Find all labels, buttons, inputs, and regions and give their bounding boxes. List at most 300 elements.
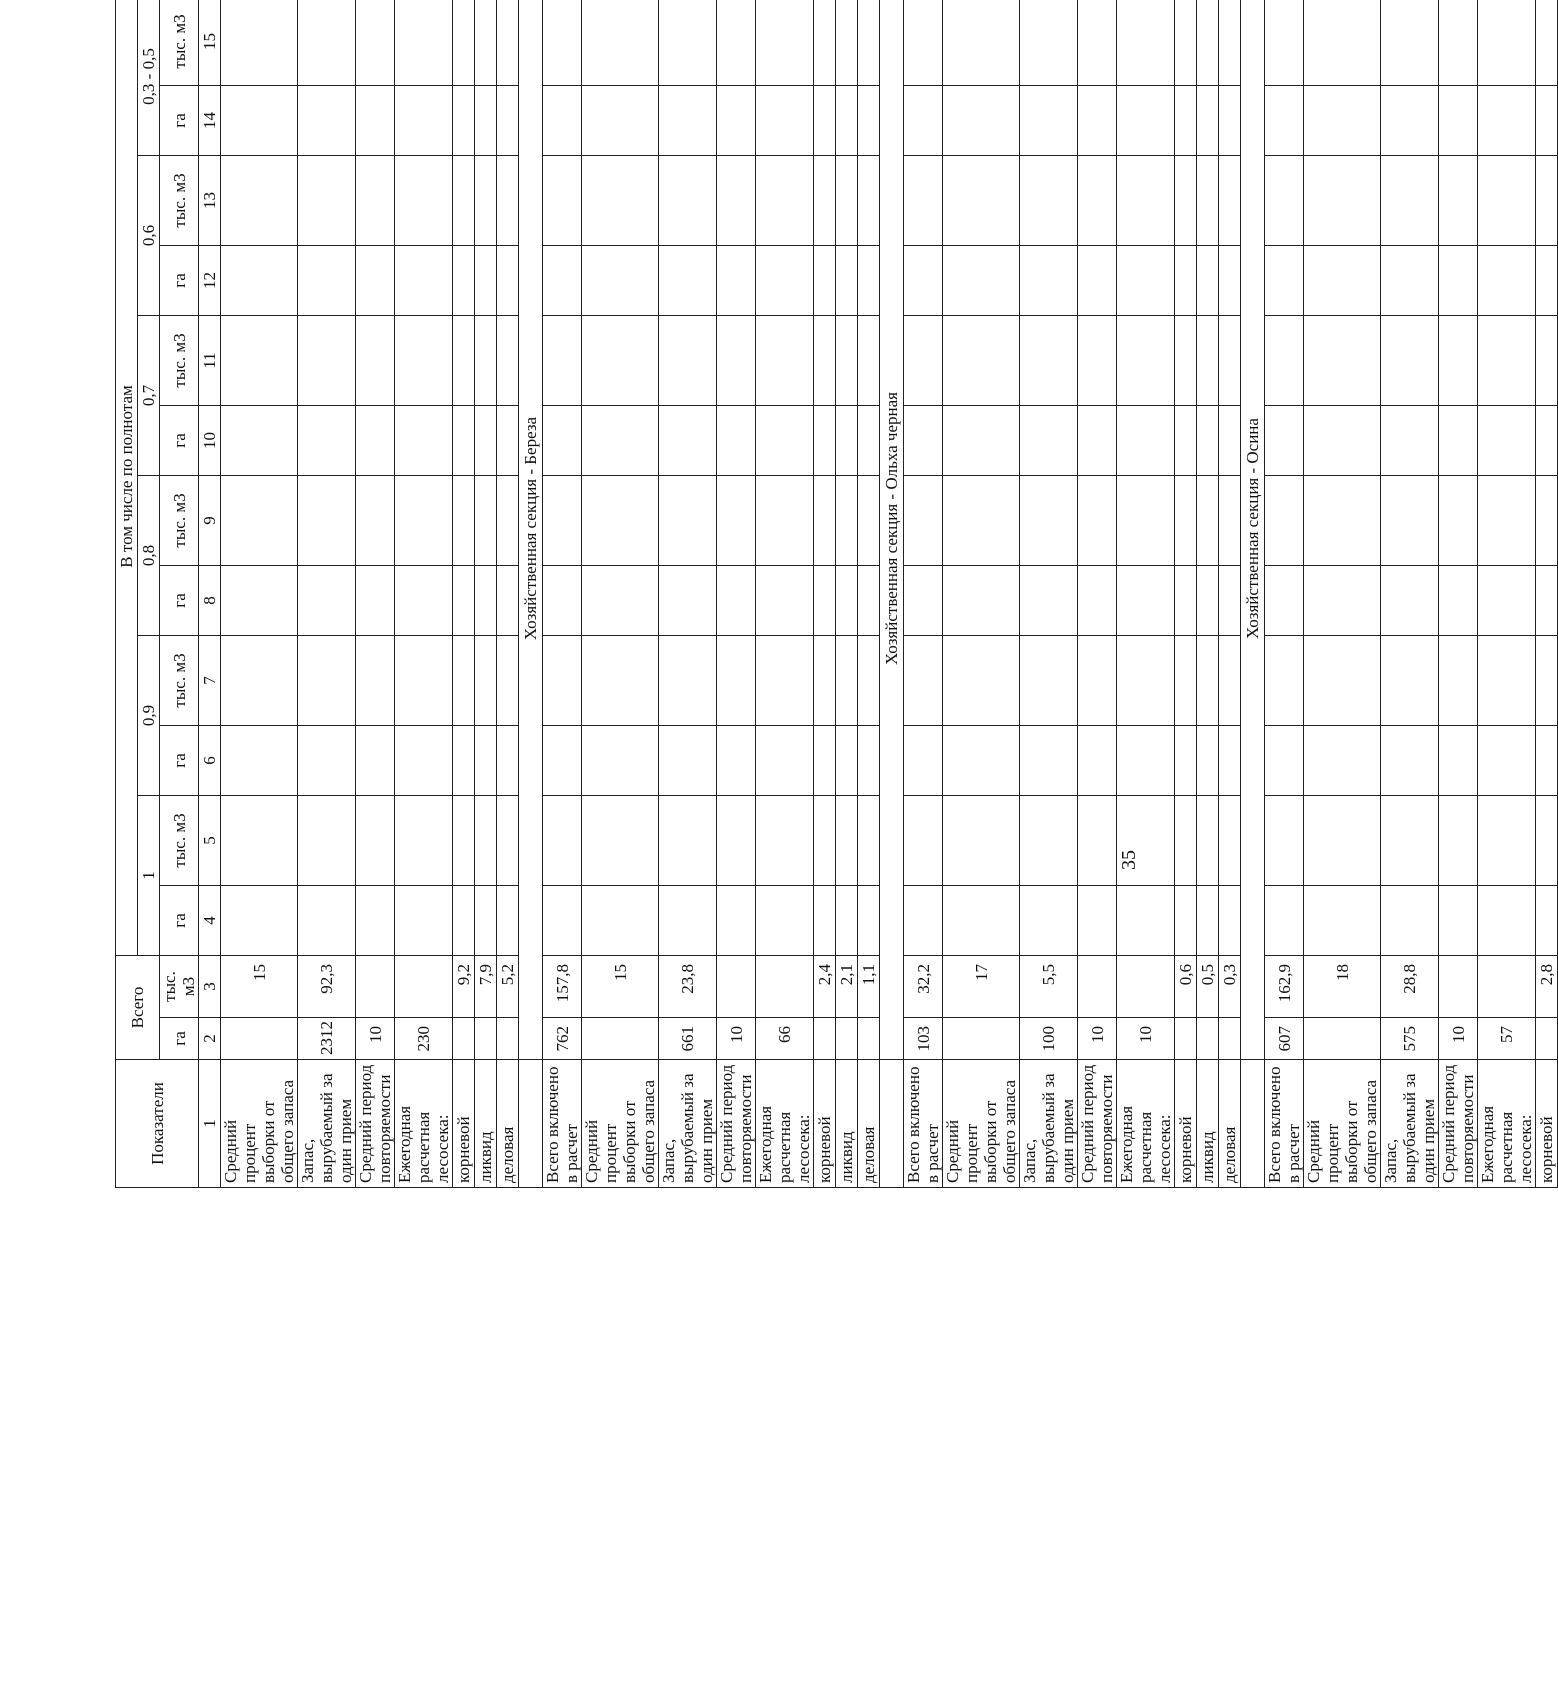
cell-empty [543,796,582,886]
cell-empty [1078,886,1117,956]
cell-empty [943,726,1020,796]
cell-empty [1265,86,1304,156]
unit-m3-header: тыс. м3 [160,156,199,246]
cell-empty [475,636,497,726]
header-indicators: Показатели [116,1060,199,1188]
cell-ha: 762 [543,1018,582,1060]
cell-empty [1078,0,1117,86]
cell-empty [582,0,659,86]
cell-empty [543,566,582,636]
cell-empty [1536,0,1558,86]
row-label: Средний период повторяемости [717,1060,756,1188]
cell-empty [1219,0,1241,86]
cell-empty [475,886,497,956]
cell-empty [1381,726,1439,796]
cell-empty [1219,886,1241,956]
cell-empty [1020,476,1078,566]
column-number: 5 [199,796,221,886]
cell-empty [475,796,497,886]
cell-empty [943,0,1020,86]
cell-empty [943,86,1020,156]
cell-empty [1175,246,1197,316]
cell-empty [395,476,453,566]
cell-empty [356,636,395,726]
cell-empty [1197,476,1219,566]
cell-empty [453,886,475,956]
cell-empty [1197,796,1219,886]
cell-empty [814,156,836,246]
cell-empty [1219,316,1241,406]
table-row [858,0,880,1188]
header-by-density: В том числе по полнотам [116,0,138,956]
cell-empty [1536,566,1558,636]
cell-empty [836,0,858,86]
row-label: Ежегодная расчетная лесосека: [395,1060,453,1188]
cell-empty [1304,796,1381,886]
cell-empty [1020,726,1078,796]
row-label: Всего включено в расчет [904,1060,943,1188]
cell-empty [298,0,356,86]
column-number: 7 [199,636,221,726]
cell-empty [814,0,836,86]
cell-empty [1117,476,1175,566]
cell-empty [904,0,943,86]
cell-empty [582,636,659,726]
cell-m3: 157,8 [543,956,582,1018]
cell-ha: 103 [904,1018,943,1060]
cell-empty [543,886,582,956]
cell-empty [659,566,717,636]
cell-empty [943,316,1020,406]
cell-empty [298,406,356,476]
cell-empty [1078,566,1117,636]
cell-empty [943,796,1020,886]
cell-empty [1197,0,1219,86]
cell-empty [395,726,453,796]
cell-ha: 10 [717,1018,756,1060]
cell-m3: 32,2 [904,956,943,1018]
density-header: 0,9 [138,636,160,796]
cell-empty [221,636,298,726]
cell-ha: 10 [1439,1018,1478,1060]
cell-empty [543,316,582,406]
cell-empty [356,0,395,86]
cell-empty [453,796,475,886]
table-row [356,0,395,1188]
cell-empty [475,316,497,406]
table-row [1197,0,1219,1188]
cell-empty [756,886,814,956]
cell-empty [221,566,298,636]
cell-empty [1197,406,1219,476]
section-title: Хозяйственная секция - Осина [1241,0,1265,1060]
cell-empty [1219,246,1241,316]
cell-m3: 15 [221,956,298,1018]
cell-empty [298,86,356,156]
cell-empty [582,246,659,316]
section-title: Хозяйственная секция - Ольха черная [880,0,904,1060]
cell-empty [475,726,497,796]
cell-empty [1536,726,1558,796]
cell-empty [1175,726,1197,796]
cell-empty [659,796,717,886]
cell-empty [1478,86,1536,156]
cell-empty [814,316,836,406]
cell-empty [756,316,814,406]
cell-empty [1478,796,1536,886]
cell-empty [858,796,880,886]
cell-empty [1020,566,1078,636]
cell-empty [1219,406,1241,476]
cell-empty [1439,566,1478,636]
density-header: 0,6 [138,156,160,316]
cell-empty [582,886,659,956]
cell-empty [659,0,717,86]
cell-empty [1265,156,1304,246]
cell-empty [1175,566,1197,636]
cell-empty [1381,156,1439,246]
cell-empty [1265,246,1304,316]
cell-empty [1197,86,1219,156]
cell-empty [1381,246,1439,316]
cell-m3 [1439,956,1478,1018]
column-number: 1 [199,1060,221,1188]
cell-empty [221,726,298,796]
cell-empty [1117,566,1175,636]
cell-empty [1117,886,1175,956]
cell-empty [1078,246,1117,316]
cell-empty [497,86,519,156]
cell-empty [1304,316,1381,406]
cell-empty [1478,726,1536,796]
cell-empty [221,0,298,86]
cell-empty [543,0,582,86]
cell-empty [453,636,475,726]
cell-empty [659,886,717,956]
cell-empty [858,86,880,156]
cell-ha [814,1018,836,1060]
cell-empty [1117,0,1175,86]
cell-m3 [1478,956,1536,1018]
cell-empty [543,636,582,726]
row-label: Средний процент выборки от общего запаса [1304,1060,1381,1188]
cell-empty [582,566,659,636]
section-empty-cell [519,1060,543,1188]
cell-empty [1381,0,1439,86]
cell-empty [582,156,659,246]
cell-empty [1304,0,1381,86]
row-label: корневой [1175,1060,1197,1188]
cell-empty [395,156,453,246]
cell-empty [1381,86,1439,156]
section-row [1241,0,1265,1188]
cell-empty [497,246,519,316]
cell-empty [1304,636,1381,726]
cell-m3: 9,2 [453,956,475,1018]
cell-empty [582,316,659,406]
cell-empty [356,726,395,796]
cell-empty [356,156,395,246]
cell-m3: 0,5 [1197,956,1219,1018]
cell-empty [298,796,356,886]
cell-m3: 17 [943,956,1020,1018]
cell-m3: 92,3 [298,956,356,1018]
cell-ha: 100 [1020,1018,1078,1060]
row-label: деловая [497,1060,519,1188]
cell-empty [904,796,943,886]
density-header: 1 [138,796,160,956]
cell-empty [717,316,756,406]
cell-m3: 2,4 [814,956,836,1018]
cell-empty [395,86,453,156]
cell-empty [814,566,836,636]
table-row [1219,0,1241,1188]
cell-empty [1219,86,1241,156]
unit-ha-header: га [160,86,199,156]
cell-m3: 7,9 [475,956,497,1018]
cell-empty [221,86,298,156]
column-number: 14 [199,86,221,156]
cell-empty [475,0,497,86]
cell-empty [814,476,836,566]
cell-empty [836,476,858,566]
cell-empty [943,886,1020,956]
cell-empty [1219,726,1241,796]
cell-empty [1304,156,1381,246]
cell-empty [717,0,756,86]
cell-m3 [1078,956,1117,1018]
cell-empty [1478,886,1536,956]
cell-empty [1439,476,1478,566]
table-row [395,0,453,1188]
cell-empty [836,566,858,636]
cell-m3: 0,3 [1219,956,1241,1018]
row-label: Ежегодная расчетная лесосека: [756,1060,814,1188]
cell-empty [1197,566,1219,636]
cell-empty [717,726,756,796]
cell-empty [858,726,880,796]
cell-empty [717,246,756,316]
row-label: Средний период повторяемости [1078,1060,1117,1188]
cell-empty [1020,636,1078,726]
cell-empty [1536,316,1558,406]
cell-empty [1078,796,1117,886]
column-number: 3 [199,956,221,1018]
cell-empty [1175,156,1197,246]
cell-empty [858,156,880,246]
cell-empty [356,476,395,566]
column-number-row [199,0,221,1188]
table-row [1439,0,1478,1188]
column-number: 11 [199,316,221,406]
cell-empty [717,156,756,246]
cell-empty [1265,726,1304,796]
unit-header-row [160,0,199,1188]
table-body [221,0,1558,1188]
table-row [1020,0,1078,1188]
unit-m3-header: тыс. м3 [160,476,199,566]
cell-empty [356,796,395,886]
row-label: Средний период повторяемости [356,1060,395,1188]
cell-empty [814,636,836,726]
cell-empty [453,476,475,566]
cell-empty [659,246,717,316]
cell-empty [1536,406,1558,476]
cell-empty [717,886,756,956]
cell-empty [221,316,298,406]
cell-empty [1078,316,1117,406]
cell-empty [1078,406,1117,476]
cell-empty [1117,246,1175,316]
cell-empty [582,796,659,886]
cell-ha [1219,1018,1241,1060]
cell-empty [1197,636,1219,726]
cell-empty [1117,86,1175,156]
table-row [1478,0,1536,1188]
cell-empty [1265,316,1304,406]
cell-empty [395,316,453,406]
density-header: 0,7 [138,316,160,476]
cell-empty [1381,406,1439,476]
cell-empty [756,476,814,566]
cell-empty [1020,886,1078,956]
cell-empty [221,246,298,316]
cell-empty [1175,636,1197,726]
cell-empty [298,886,356,956]
cell-empty [858,476,880,566]
cell-empty [1304,726,1381,796]
cell-empty [1020,0,1078,86]
cell-empty [582,406,659,476]
cell-empty [1265,566,1304,636]
cell-empty [1478,316,1536,406]
cell-empty [1381,796,1439,886]
cell-empty [943,156,1020,246]
cell-empty [717,406,756,476]
cell-ha: 230 [395,1018,453,1060]
cell-empty [1381,476,1439,566]
cell-empty [395,886,453,956]
cell-empty [814,246,836,316]
cell-empty [395,566,453,636]
cell-empty [1265,476,1304,566]
cell-empty [659,726,717,796]
section-row [519,0,543,1188]
cell-m3: 15 [582,956,659,1018]
cell-empty [717,796,756,886]
cell-empty [1439,246,1478,316]
cell-empty [814,886,836,956]
cell-empty [1175,886,1197,956]
cell-empty [756,726,814,796]
cell-ha [475,1018,497,1060]
cell-empty [497,316,519,406]
cell-m3 [395,956,453,1018]
cell-empty [1439,636,1478,726]
cell-empty [814,406,836,476]
cell-empty [453,406,475,476]
cell-empty [904,726,943,796]
cell-empty [659,476,717,566]
cell-empty [1478,476,1536,566]
cell-empty [904,316,943,406]
cell-empty [543,406,582,476]
cell-empty [659,86,717,156]
cell-empty [395,0,453,86]
column-number: 2 [199,1018,221,1060]
cell-empty [1439,316,1478,406]
cell-empty [221,796,298,886]
cell-empty [497,796,519,886]
cell-empty [1020,156,1078,246]
cell-empty [395,796,453,886]
cell-empty [1439,86,1478,156]
cell-empty [475,246,497,316]
cell-empty [298,636,356,726]
cell-empty [904,566,943,636]
cell-empty [582,726,659,796]
cell-empty [298,476,356,566]
row-label: Средний процент выборки от общего запаса [943,1060,1020,1188]
cell-empty [1219,476,1241,566]
cell-empty [904,406,943,476]
cell-empty [543,476,582,566]
unit-m3-header: тыс. м3 [160,796,199,886]
cell-empty [1078,156,1117,246]
cell-empty [1265,796,1304,886]
table-row [475,0,497,1188]
table-row [543,0,582,1188]
cell-ha [1536,1018,1558,1060]
cell-empty [1117,636,1175,726]
cell-empty [1381,316,1439,406]
cell-ha: 2312 [298,1018,356,1060]
cell-empty [756,156,814,246]
cell-ha: 575 [1381,1018,1439,1060]
row-label: ликвид [475,1060,497,1188]
cell-empty [221,886,298,956]
unit-ha-header: га [160,406,199,476]
cell-empty [356,316,395,406]
table-header [116,0,221,1188]
cell-empty [298,156,356,246]
cell-empty [1381,636,1439,726]
cell-empty [543,156,582,246]
cell-empty [582,476,659,566]
cell-empty [858,566,880,636]
cell-m3: 18 [1304,956,1381,1018]
cell-empty [1439,406,1478,476]
cell-empty [1536,636,1558,726]
cell-empty [858,316,880,406]
cell-empty [858,246,880,316]
cell-empty [717,476,756,566]
table-row [1304,0,1381,1188]
cell-empty [497,156,519,246]
column-number: 12 [199,246,221,316]
cell-empty [1304,476,1381,566]
cell-empty [904,476,943,566]
cell-empty [659,316,717,406]
cell-empty [943,566,1020,636]
table-row [1536,0,1558,1188]
cell-empty [475,406,497,476]
row-label: Запас, вырубаемый за один прием [1020,1060,1078,1188]
table-row [836,0,858,1188]
row-label: ликвид [1197,1060,1219,1188]
cell-empty [1304,886,1381,956]
cell-empty [904,886,943,956]
